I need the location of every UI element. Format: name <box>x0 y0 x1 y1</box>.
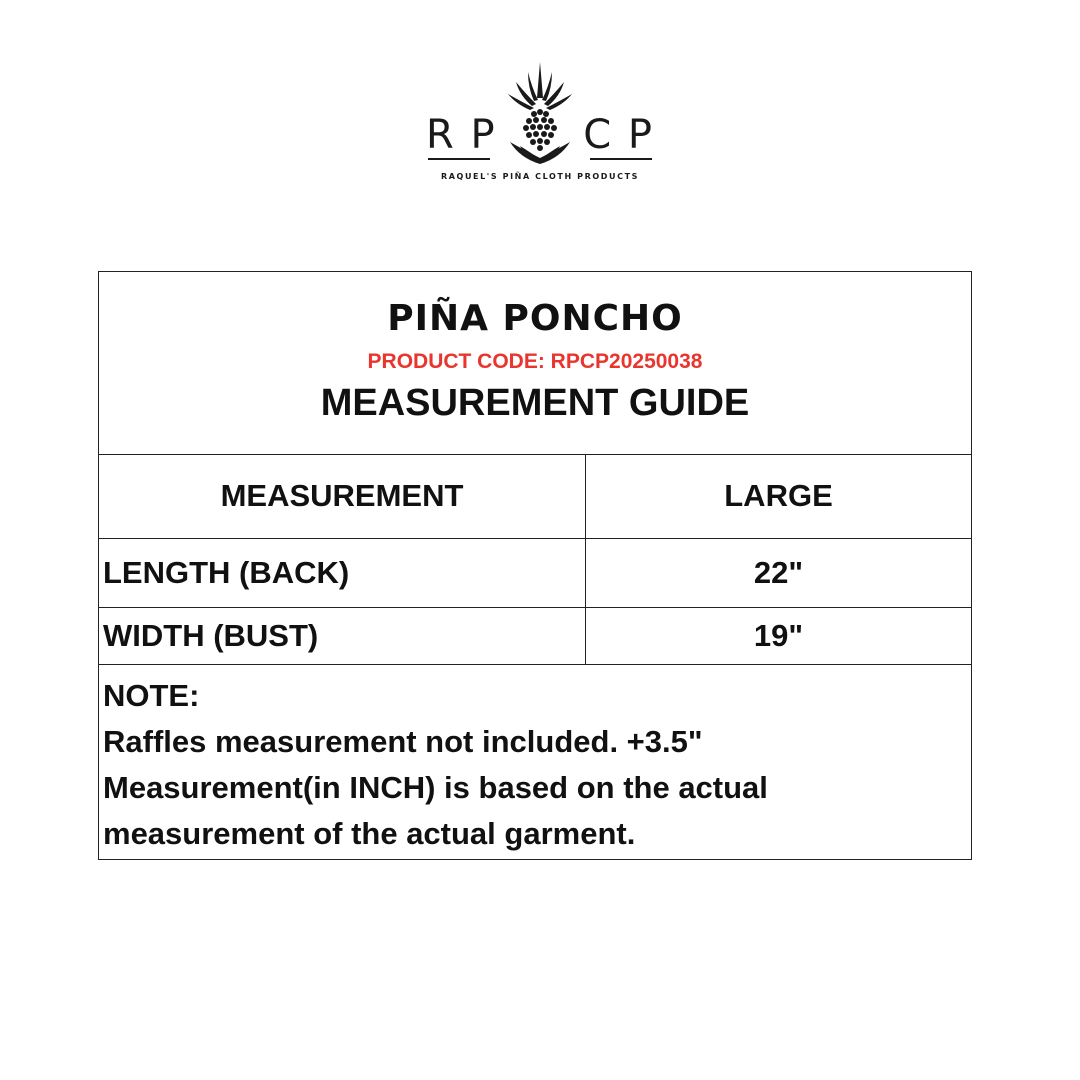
row-label-cell <box>99 608 586 664</box>
brand-logo <box>420 58 660 188</box>
row-label: WIDTH (BUST) <box>103 618 319 653</box>
note-line: Measurement(in INCH) is based on the actual <box>103 770 768 805</box>
guide-header <box>99 272 971 455</box>
column-header-label: LARGE <box>724 478 833 513</box>
column-header-label: MEASUREMENT <box>220 478 464 513</box>
column-header-size <box>586 454 971 538</box>
row-value: 19" <box>753 618 804 653</box>
measurement-guide-card <box>98 271 972 860</box>
note-section <box>103 673 963 857</box>
guide-title: MEASUREMENT GUIDE <box>320 382 750 424</box>
logo-tagline: RAQUEL'S PIÑA CLOTH PRODUCTS <box>441 172 639 181</box>
logo-letters-right: C P <box>583 112 654 158</box>
table-row <box>99 608 971 665</box>
table-row <box>99 539 971 608</box>
logo-letters-left: R P <box>426 112 497 158</box>
note-line: measurement of the actual garment. <box>103 816 636 851</box>
note-heading: NOTE: <box>103 678 200 713</box>
table-header-row <box>99 454 971 539</box>
row-label: LENGTH (BACK) <box>103 555 350 590</box>
column-header-measurement <box>99 454 586 538</box>
row-value-cell <box>586 539 971 607</box>
row-label-cell <box>99 539 586 607</box>
note-line: Raffles measurement not included. +3.5" <box>103 724 703 759</box>
product-name: PIÑA PONCHO <box>387 298 683 339</box>
product-code: PRODUCT CODE: RPCP20250038 <box>367 350 703 373</box>
row-value-cell <box>586 608 971 664</box>
row-value: 22" <box>753 555 804 590</box>
